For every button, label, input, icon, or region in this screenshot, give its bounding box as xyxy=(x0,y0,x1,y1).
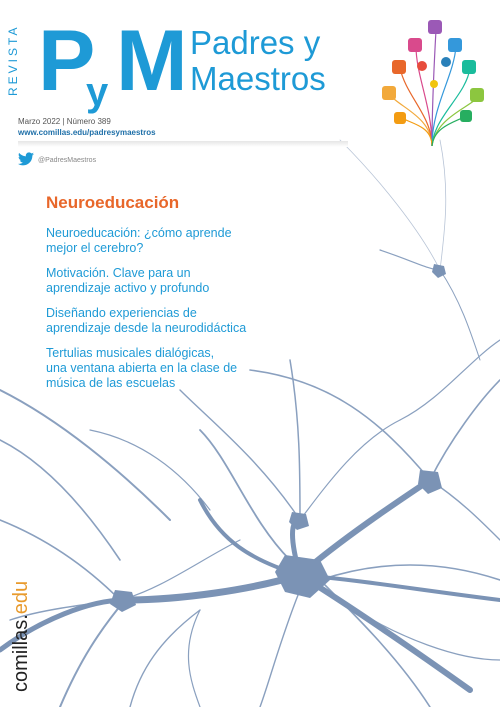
logo-letter-m: M xyxy=(116,13,184,109)
revista-label: REVISTA xyxy=(6,24,20,96)
article-line: Neuroeducación: ¿cómo aprende xyxy=(46,226,232,240)
article-title xyxy=(46,226,286,256)
magazine-title-line1: Padres y xyxy=(190,24,321,61)
issue-info: Marzo 2022 | Número 389 xyxy=(18,117,111,126)
article-title xyxy=(46,306,286,336)
magazine-title-line2: Maestros xyxy=(190,60,326,97)
twitter-handle[interactable]: @PadresMaestros xyxy=(38,157,97,164)
article-title xyxy=(46,266,286,296)
logo-letter-p: P xyxy=(38,13,92,109)
article-line: música de las escuelas xyxy=(46,376,176,390)
article-line: aprendizaje activo y profundo xyxy=(46,281,210,295)
section-title: Neuroeducación xyxy=(46,193,180,212)
article-title xyxy=(46,346,286,391)
article-line: Tertulias musicales dialógicas, xyxy=(46,346,215,360)
header-divider xyxy=(18,141,348,147)
twitter-icon[interactable] xyxy=(18,152,34,166)
magazine-url[interactable]: www.comillas.edu/padresymaestros xyxy=(18,128,156,137)
article-line: Motivación. Clave para un xyxy=(46,266,191,280)
publisher-name: comillas. xyxy=(10,614,32,692)
article-line: aprendizaje desde la neurodidáctica xyxy=(46,321,247,335)
article-line: una ventana abierta en la clase de xyxy=(46,361,238,375)
knowledge-tree-icon xyxy=(376,16,488,146)
publisher-logo xyxy=(10,552,33,692)
logo-letter-y: y xyxy=(86,70,109,114)
article-line: mejor el cerebro? xyxy=(46,241,144,255)
publisher-suffix: edu xyxy=(10,580,32,615)
article-line: Diseñando experiencias de xyxy=(46,306,197,320)
